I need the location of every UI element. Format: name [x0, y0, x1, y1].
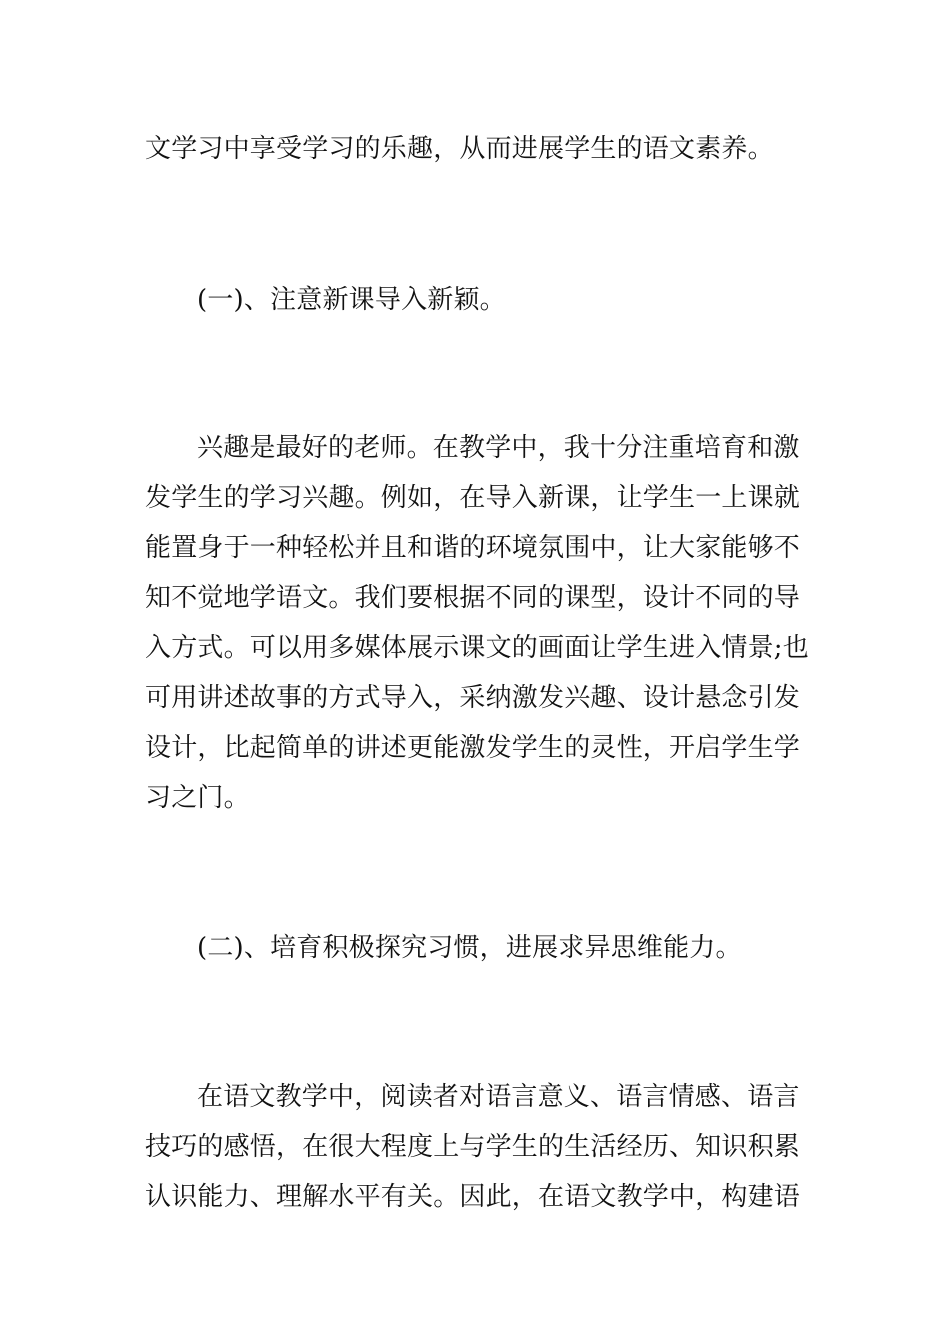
paragraph-line: 认识能力、理解水平有关。因此，在语文教学中，构建语 — [145, 1182, 801, 1212]
paragraph-line: 设计，比起简单的讲述更能激发学生的灵性，开启学生学 — [145, 733, 801, 763]
paragraph-line: 技巧的感悟，在很大程度上与学生的生活经历、知识积累 — [145, 1132, 801, 1162]
section-heading-2: (二)、培育积极探究习惯，进展求异思维能力。 — [197, 933, 742, 963]
paragraph-line: 习之门。 — [145, 783, 250, 813]
section-heading-1: (一)、注意新课导入新颖。 — [197, 285, 506, 315]
paragraph-line: 兴趣是最好的老师。在教学中，我十分注重培育和激 — [197, 433, 800, 463]
paragraph-line: 可用讲述故事的方式导入，采纳激发兴趣、设计悬念引发 — [145, 683, 801, 713]
paragraph-line: 知不觉地学语文。我们要根据不同的课型，设计不同的导 — [145, 583, 801, 613]
paragraph-line: 能置身于一种轻松并且和谐的环境氛围中，让大家能够不 — [145, 533, 801, 563]
paragraph-line: 入方式。可以用多媒体展示课文的画面让学生进入情景;也 — [145, 633, 809, 663]
paragraph-line: 发学生的学习兴趣。例如，在导入新课，让学生一上课就 — [145, 483, 801, 513]
paragraph-line: 文学习中享受学习的乐趣，从而进展学生的语文素养。 — [145, 134, 774, 164]
paragraph-line: 在语文教学中，阅读者对语言意义、语言情感、语言 — [197, 1082, 800, 1112]
